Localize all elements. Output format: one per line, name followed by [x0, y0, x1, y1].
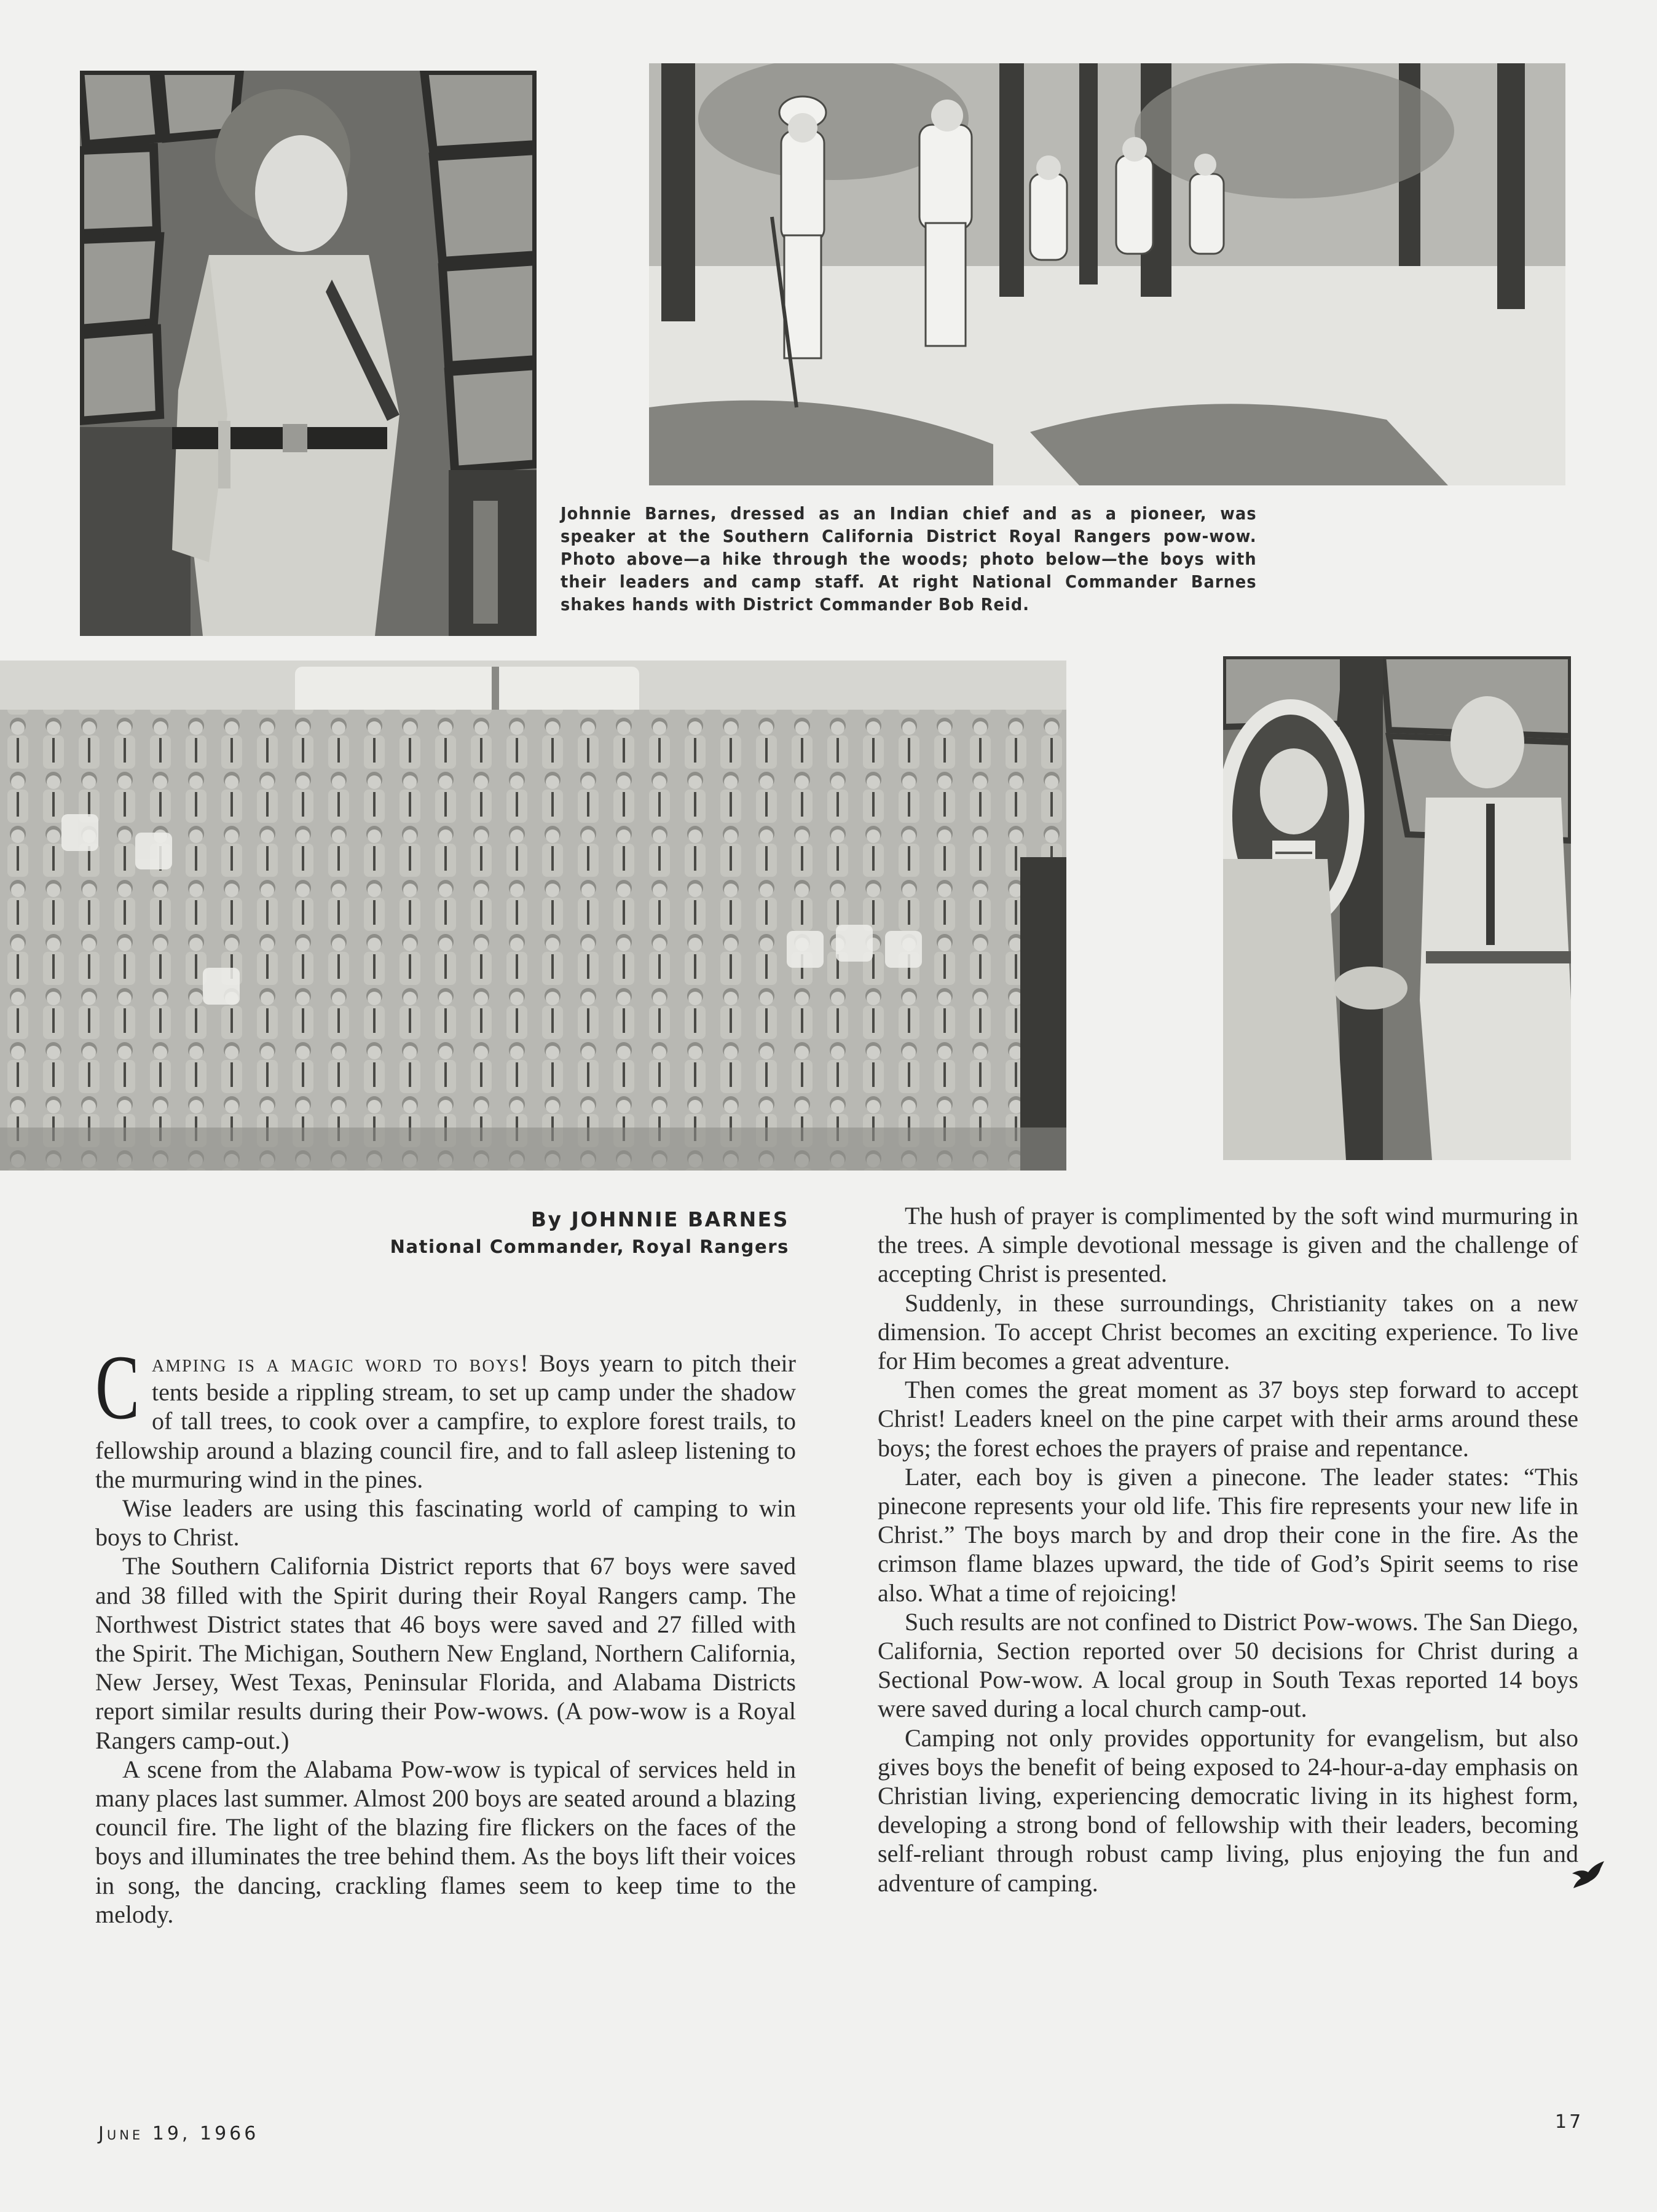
photo-caption: Johnnie Barnes, dressed as an Indian chief and as a pioneer, was speaker at the Southern California District Royal Rangers pow-wow. Photo above—a hike through the woods; photo below—the boys with their leaders and camp staff. At right National Commander Barnes shakes hands with District Commander Bob Reid. — [561, 504, 1257, 614]
pioneer-photo-illustration — [80, 71, 537, 636]
article-paragraph: The Southern California District reports that 67 boys were saved and 38 filled with the Spirit during their Royal Rangers camp. The Northwest District states that 46 boys were saved and 27 filled with the Spirit. The Michigan, Southern New England, Northern California, New Jersey, West Texas, Peninsular Florida, and Alabama Districts report similar results during their Pow-wows. (A pow-wow is a Royal Rangers camp-out.) — [95, 1552, 796, 1754]
hike-photo-illustration — [649, 63, 1565, 485]
photo-hike — [649, 63, 1565, 485]
article-paragraph: Then comes the great moment as 37 boys step forward to accept Christ! Leaders kneel on the pine carpet with their arms around these boys; the forest echoes the prayers of praise and repentance. — [878, 1376, 1578, 1462]
article-paragraph: A scene from the Alabama Pow-wow is typical of services held in many places last summer. Almost 200 boys are seated around a blazing council fire. The light of the blazing fire flickers on the faces of the boys and illuminates the tree behind them. As the boys lift their voices in song, the dancing, crackling flames seem to keep time to the melody. — [95, 1755, 796, 1928]
page-number: 17 — [1555, 2111, 1584, 2133]
article-paragraph: Suddenly, in these surroundings, Christianity takes on a new dimension. To accept Christ becomes an exciting experience. To live for Him becomes a great adventure. — [878, 1288, 1578, 1375]
article-paragraph: Wise leaders are using this fascinating world of camping to win boys to Christ. — [95, 1494, 796, 1551]
article-paragraph: The hush of prayer is complimented by the soft wind murmuring in the trees. A simple devotional message is given and the challenge of accepting Christ is presented. — [878, 1202, 1578, 1288]
article-column-left — [95, 1336, 796, 1929]
article-paragraph: Later, each boy is given a pinecone. The leader states: “This pinecone represents your old life. This fire represents your new life in Christ.” The boys march by and drop their cone in the fire. As the crimson flame blazes upward, the tide of God’s Spirit seems to rise also. What a time of rejoicing! — [878, 1462, 1578, 1607]
photo-group — [0, 661, 1066, 1171]
article-column-right — [878, 1201, 1578, 1897]
byline-author: By JOHNNIE BARNES — [530, 1207, 789, 1231]
article-paragraph-final — [878, 1724, 1578, 1897]
lead-in-small-caps: amping is a magic word to boys! — [152, 1349, 530, 1377]
byline-title: National Commander, Royal Rangers — [390, 1236, 789, 1257]
group-photo-illustration — [0, 661, 1066, 1171]
drop-cap: C — [95, 1336, 140, 1438]
article-paragraph-lead — [95, 1336, 796, 1494]
photo-handshake — [1223, 656, 1571, 1160]
article-paragraph: Such results are not confined to District Pow-wows. The San Diego, California, Section reported over 50 decisions for Christ during a Sectional Pow-wow. A local group in South Texas reported 14 boys were saved during a local church camp-out. — [878, 1607, 1578, 1723]
handshake-photo-illustration — [1223, 656, 1571, 1160]
footer-issue-date: June 19, 1966 — [98, 2123, 259, 2144]
lead-paragraph-text: Boys yearn to pitch their tents beside a rippling stream, to set up camp under the shadow of tall trees, to cook over a campfire, to explore forest trails, to fellowship around a blazing council fire, and to fall asleep listening to the murmuring wind in the pines. — [95, 1349, 796, 1493]
photo-pioneer — [80, 71, 537, 636]
byline — [390, 1206, 789, 1260]
final-paragraph-text: Camping not only provides opportunity for evangelism, but also gives boys the benefit of being exposed to 24-hour-a-day emphasis on Christian living, experiencing democratic living in its highest form, developing a strong bond of fellowship with their leaders, becoming self-reliant through robust camp living, plus enjoying the fun and adventure of camping. — [878, 1724, 1578, 1897]
